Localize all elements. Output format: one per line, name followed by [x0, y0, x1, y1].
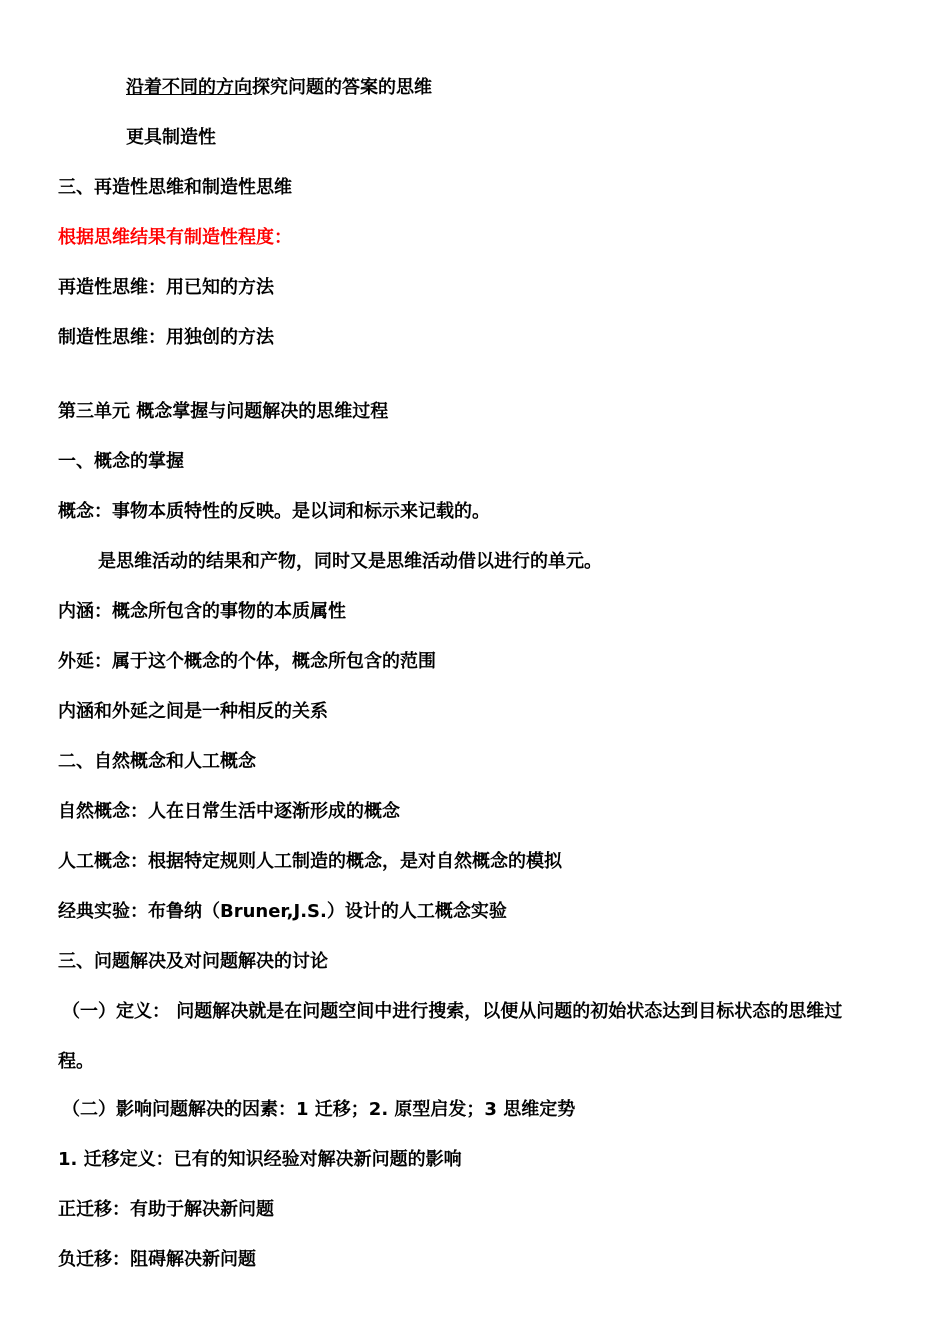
- highlight-criterion-line: 根据思维结果有制造性程度：: [58, 227, 292, 248]
- text-line-negative-transfer: 负迁移：阻碍解决新问题: [58, 1249, 256, 1270]
- text-line-influencing-factors: （二）影响问题解决的因素：1 迁移；2. 原型启发；3 思维定势: [62, 1099, 576, 1120]
- unit-heading-3: 第三单元 概念掌握与问题解决的思维过程: [58, 401, 389, 422]
- section-heading-natural-artificial-concepts: 二、自然概念和人工概念: [58, 751, 256, 772]
- text-line-more-creative: 更具制造性: [126, 127, 216, 148]
- text-line-transfer-definition: 1. 迁移定义：已有的知识经验对解决新问题的影响: [58, 1149, 462, 1170]
- section-heading-reproductive-creative-thinking: 三、再造性思维和制造性思维: [58, 177, 292, 198]
- section-heading-problem-solving: 三、问题解决及对问题解决的讨论: [58, 951, 328, 972]
- text-line-creative-thinking: 制造性思维：用独创的方法: [58, 327, 274, 348]
- section-heading-concept-mastery: 一、概念的掌握: [58, 451, 184, 472]
- text-line-problem-solving-definition-cont: 程。: [58, 1051, 94, 1072]
- text-line-natural-concept: 自然概念：人在日常生活中逐渐形成的概念: [58, 801, 400, 822]
- text-line-concept-definition: 概念：事物本质特性的反映。是以词和标示来记载的。: [58, 501, 490, 522]
- text-line-artificial-concept: 人工概念：根据特定规则人工制造的概念，是对自然概念的模拟: [58, 851, 562, 872]
- text-line-positive-transfer: 正迁移：有助于解决新问题: [58, 1199, 274, 1220]
- text-line-divergent-thinking: [126, 75, 432, 101]
- text-line-concept-definition-cont: 是思维活动的结果和产物，同时又是思维活动借以进行的单元。: [98, 551, 602, 572]
- text-line-intension: 内涵：概念所包含的事物的本质属性: [58, 601, 346, 622]
- underlined-phrase: 沿着不同的方向: [126, 77, 252, 98]
- text-line-classic-experiment: 经典实验：布鲁纳（Bruner,J.S.）设计的人工概念实验: [58, 901, 507, 922]
- text-line-problem-solving-definition: （一）定义： 问题解决就是在问题空间中进行搜索，以便从问题的初始状态达到目标状态的思维过: [62, 1001, 843, 1022]
- text-phrase: 探究问题的答案的思维: [252, 77, 432, 98]
- text-line-reproductive-thinking: 再造性思维：用已知的方法: [58, 277, 274, 298]
- text-line-intension-extension-relation: 内涵和外延之间是一种相反的关系: [58, 701, 328, 722]
- text-line-extension: 外延：属于这个概念的个体，概念所包含的范围: [58, 651, 436, 672]
